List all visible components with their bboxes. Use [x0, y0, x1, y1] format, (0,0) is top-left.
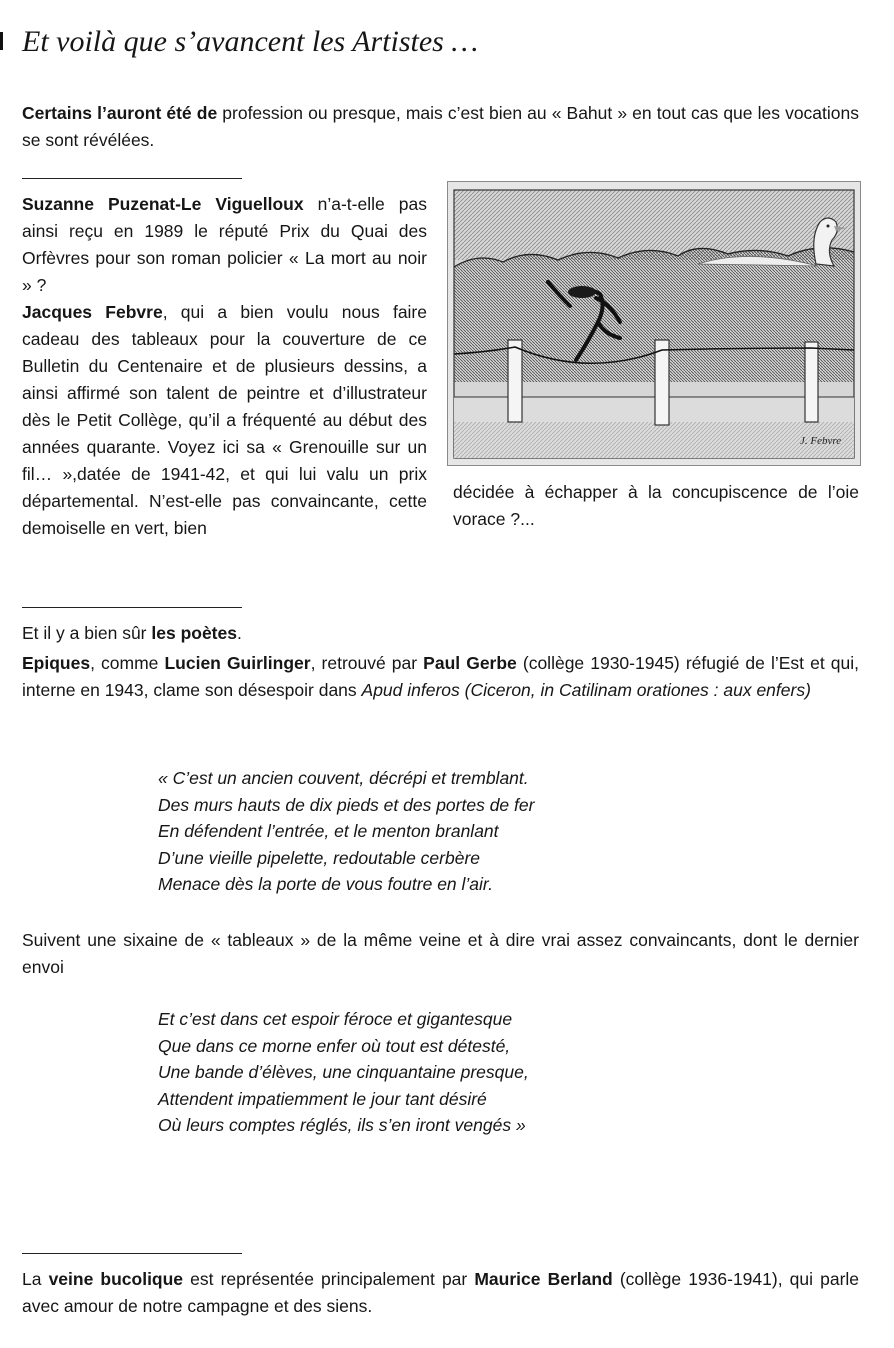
epiques-bold: Epiques — [22, 653, 91, 673]
section-divider — [22, 1253, 242, 1254]
jacques-name: Jacques Febvre — [22, 302, 163, 322]
poem-line: « C’est un ancien couvent, décrépi et tremblant. — [158, 768, 529, 788]
poem-title: Apud inferos (Ciceron, in Catilinam orationes : aux enfers) — [361, 680, 811, 700]
poem-line: Où leurs comptes réglés, ils s’en iront vengés » — [158, 1115, 526, 1135]
sixaine-paragraph: Suivent une sixaine de « tableaux » de la même veine et à dire vrai assez convaincants, dont le dernier envoi — [22, 930, 859, 977]
poem-line: Et c’est dans cet espoir féroce et gigantesque — [158, 1009, 513, 1029]
maurice-berland-name: Maurice Berland — [474, 1269, 613, 1289]
suzanne-paragraph — [22, 191, 427, 299]
poem-line: Des murs hauts de dix pieds et des portes de fer — [158, 794, 535, 815]
veine-bucolique-bold: veine bucolique — [48, 1269, 184, 1289]
paul-gerbe-name: Paul Gerbe — [423, 653, 517, 673]
frog-drawing-illustration — [447, 181, 861, 466]
poem-stanza-2 — [158, 1006, 529, 1139]
epic-text-2: , retrouvé par — [310, 653, 424, 673]
poets-lead — [22, 620, 859, 647]
lucien-guirlinger-name: Lucien Guirlinger — [164, 653, 311, 673]
bucolic-text-2: (collège 1936-1941), qui parle avec amour de notre campagne et des siens. — [22, 1269, 860, 1316]
section-divider — [22, 178, 242, 179]
suzanne-name: Suzanne Puzenat-Le Viguelloux — [22, 194, 304, 214]
intro-paragraph — [22, 100, 859, 154]
drawing-signature: J. Febvre — [800, 435, 842, 447]
jacques-paragraph — [22, 299, 427, 542]
poem-line: Que dans ce morne enfer où tout est détesté, — [158, 1035, 511, 1056]
section-divider — [22, 607, 242, 608]
poets-lead-text: Et il y a bien sûr — [22, 623, 152, 643]
bucolic-lead: La — [22, 1269, 49, 1289]
suzanne-text: n’a-t-elle pas ainsi reçu en 1989 le réputé Prix du Quai des Orfèvres pour son roman policier « La mort au noir » ? — [22, 194, 427, 295]
bucolic-paragraph — [22, 1266, 859, 1320]
bucolic-text-1: est représentée principalement par — [183, 1269, 475, 1289]
poets-lead-bold: les poètes — [151, 623, 237, 643]
epic-poets-paragraph — [22, 650, 859, 704]
poem-stanza-1 — [158, 765, 534, 898]
figure-caption: décidée à échapper à la concupiscence de l’oie vorace ?... — [453, 482, 859, 529]
epic-text-3: (collège 1930-1945) réfugié de l’Est et qui, interne en 1943, clame son désespoir dans — [22, 653, 859, 700]
epic-text-1: , comme — [90, 653, 165, 673]
poem-line: Attendent impatiemment le jour tant désiré — [158, 1088, 487, 1109]
page-title: Et voilà que s’avancent les Artistes … — [22, 25, 479, 58]
intro-bold: Certains l’auront été de — [22, 103, 218, 123]
jacques-text: , qui a bien voulu nous faire cadeau des tableaux pour la couverture de ce Bulletin du Centenaire et de plusieurs dessins, a ainsi affirmé son talent de peintre et d’illustrateur dès le Petit Collège, qu’il a fréquenté au début des années quarante. Voyez ici sa « Grenouille sur un fil… »,datée de 1941-42, et qui lui valu un prix départemental. N’est-elle pas convaincante, cette demoiselle en vert, bien — [22, 302, 427, 538]
poem-line: Menace dès la porte de vous foutre en l’air. — [158, 874, 493, 894]
poets-lead-end: . — [236, 623, 242, 643]
poem-line: En défendent l’entrée, et le menton branlant — [158, 821, 499, 841]
poem-line: Une bande d’élèves, une cinquantaine presque, — [158, 1062, 529, 1082]
page-edge-mark — [0, 32, 3, 50]
drawing-svg — [448, 182, 860, 465]
intro-text: profession ou presque, mais c’est bien au « Bahut » en tout cas que les vocations se sont révélées. — [22, 103, 860, 150]
poem-line: D’une vieille pipelette, redoutable cerbère — [158, 847, 481, 868]
